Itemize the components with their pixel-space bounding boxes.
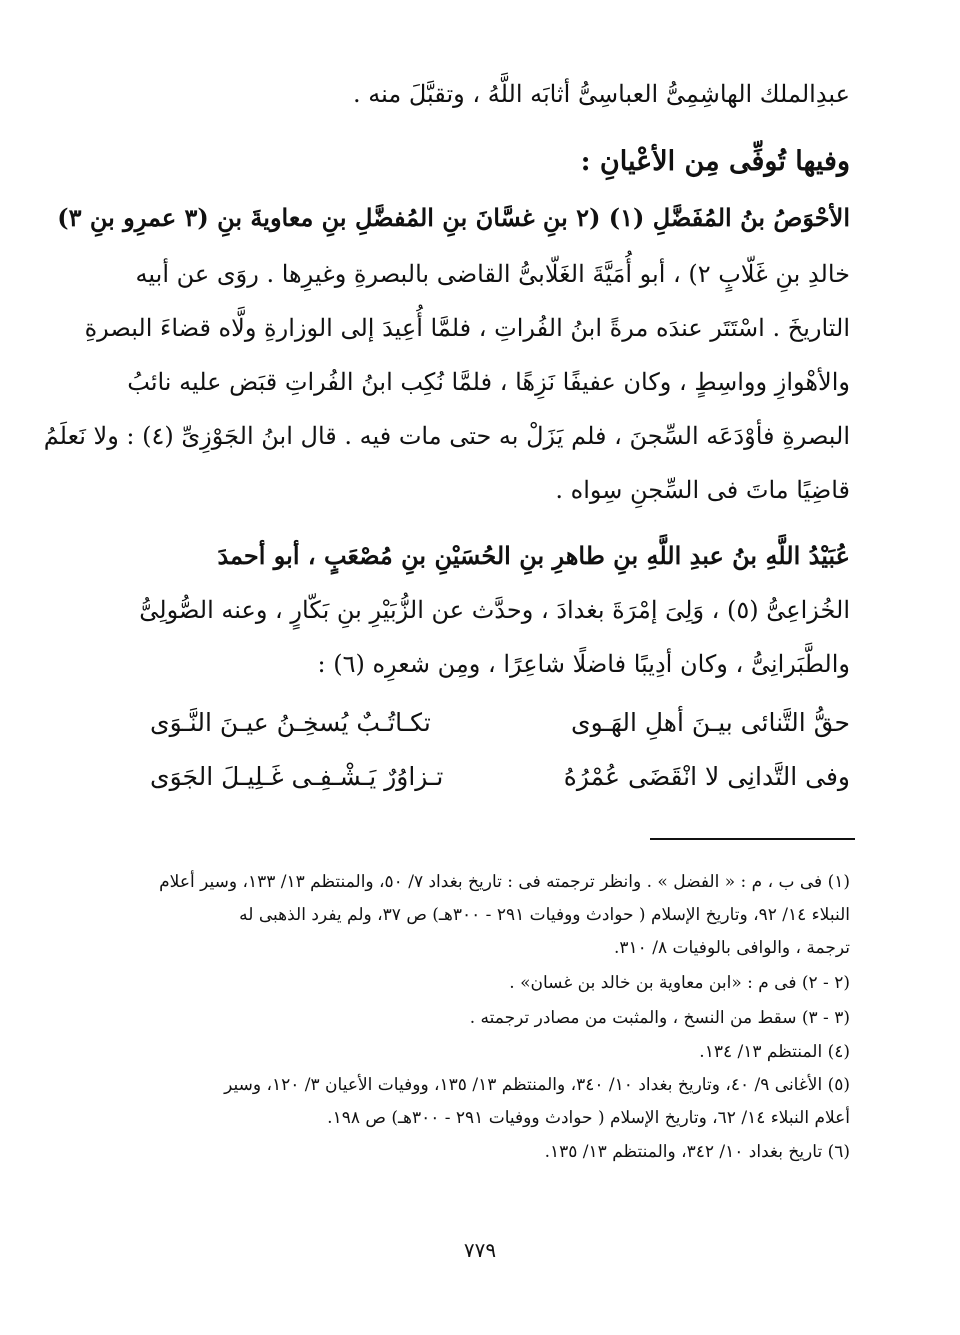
footnote-1: (١) فى ب ، م : « الفضل » . وانظر ترجمته فى : تاريخ بغداد ٧/ ٥٠، والمنتظم ١٣/ ١٣٣، وسير أعلام	[159, 872, 850, 892]
entry1-line2: خالدِ بنِ غَلّابٍ ٢) ، أبو أُمَيَّةَ الغَلّابىُّ القاضى بالبصرةِ وغيرِها . روَى عن أبيه	[135, 260, 850, 288]
poem-verse	[150, 762, 850, 802]
footnote-separator	[650, 838, 855, 840]
entry1-line4: والأهْوازِ وواسِطٍ ، وكان عفيفًا نَزِهًا ، فلمَّا نُكِب ابنُ الفُراتِ قبَض عليه نائبُ	[127, 368, 850, 396]
entry1-line6: قاضِيًا ماتَ فى السِّجنِ سِواه .	[555, 476, 850, 504]
section-heading: وفيها تُوفِّى مِن الأعْيانِ :	[580, 146, 850, 177]
poem-first-hemistich: وفى التَّدانِى لا انْقَضَى عُمْرُهُ	[563, 762, 850, 791]
entry1-line1: الأحْوَصُ بنُ المُفَضَّلِ (١) (٢ بنِ غسَّانَ بنِ المُفضَّلِ بنِ معاويةَ بنِ (٣ عمرِو بنِ ٣)	[57, 203, 850, 232]
poem-verse	[150, 708, 850, 748]
poem-first-hemistich: حقُّ التَّنائى بيـنَ أهلِ الهَـوى	[571, 708, 850, 737]
footnote-2: (٢ - ٢) فى م : «ابن معاوية بن خالد بن غسان» .	[509, 973, 850, 993]
entry1-line5: البصرةِ فأوْدَعَه السِّجنَ ، فلم يَزَلْ به حتى مات فيه . قال ابنُ الجَوْزِىِّ (٤) : ولا نَعلَمُ	[43, 422, 850, 450]
footnote-5-cont: أعلام النبلاء ١٤/ ٦٢، وتاريخ الإسلام ( حوادث ووفيات ٢٩١ - ٣٠٠هـ) ص ١٩٨.	[327, 1108, 850, 1128]
footnote-1-cont: ترجمة ، والوافى بالوفيات ٨/ ٣١٠.	[614, 938, 850, 958]
footnote-5: (٥) الأغانى ٩/ ٤٠، وتاريخ بغداد ١٠/ ٣٤٠، والمنتظم ١٣/ ١٣٥، ووفيات الأعيان ٣/ ١٢٠، وسير	[224, 1075, 850, 1095]
entry2-line1: عُبَيْدُ اللَّهِ بنُ عبدِ اللَّهِ بنِ طاهرِ بنِ الحُسَيْنِ بنِ مُصْعَبٍ ، أبو أحمدَ	[217, 541, 850, 570]
footnote-1-cont: النبلاء ١٤/ ٩٢، وتاريخ الإسلام ( حوادث ووفيات ٢٩١ - ٣٠٠هـ) ص ٣٧، ولم يفرد الذهبى له	[239, 905, 850, 925]
entry1-line3: التاريخَ . اسْتَتَر عندَه مرةً ابنُ الفُراتِ ، فلمَّا أُعِيدَ إلى الوزارةِ ولَّاه قضاءَ البصرةِ	[84, 314, 850, 342]
entry2-line2: الخُزاعِىُّ (٥) ، وَلِىَ إمْرَةَ بغدادَ ، وحدَّث عن الزُّبَيْرِ بنِ بَكّارٍ ، وعنه الصُّولِىُّ	[139, 596, 850, 624]
footnote-4: (٤) المنتظم ١٣/ ١٣٤.	[699, 1042, 850, 1062]
poem-second-hemistich: تـزاوُرٌ يَـشْـفِـى غَـلِيـلَ الجَوَى	[150, 762, 444, 791]
footnote-3: (٣ - ٣) سقط من النسخ ، والمثبت من مصادر ترجمته .	[469, 1008, 850, 1028]
page-number: ٧٧٩	[463, 1238, 497, 1262]
opening-line: عبدِالملك الهاشِمِىُّ العباسِىُّ أثابَه اللَّهُ ، وتقبَّلَ منه .	[353, 80, 850, 108]
poem-second-hemistich: تكـاتُـبٌ يُسخِـنُ عيـنَ النَّـوَى	[150, 708, 431, 737]
entry2-line3: والطَّبَرانِىُّ ، وكان أدِيبًا فاضلًا شاعِرًا ، ومِن شعرِه (٦) :	[317, 650, 850, 678]
footnote-6: (٦) تاريخ بغداد ١٠/ ٣٤٢، والمنتظم ١٣/ ١٣٥.	[544, 1142, 850, 1162]
